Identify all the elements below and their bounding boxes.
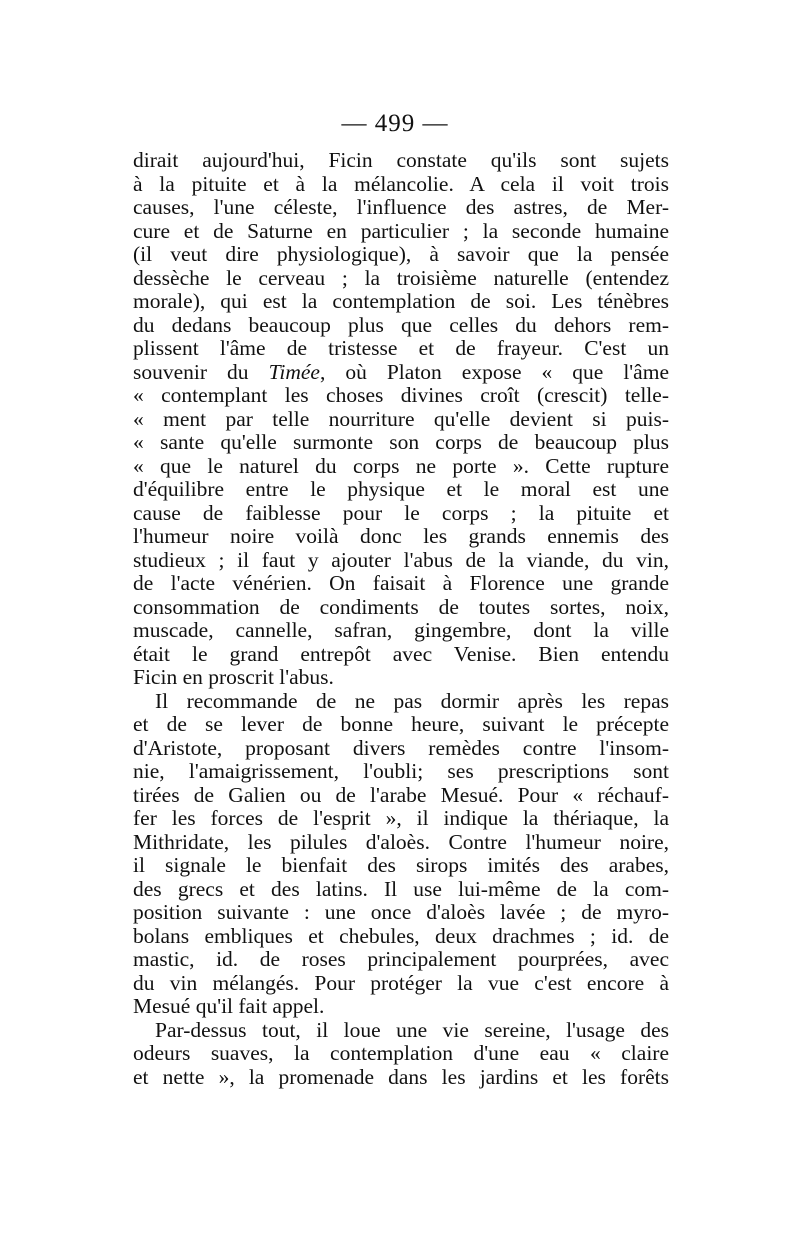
body-text (133, 149, 669, 1089)
text-line: Mesué qu'il fait appel. (133, 994, 325, 1018)
text-line: plissent l'âme de tristesse et de frayeur. C'est un (133, 336, 669, 360)
text-line: du vin mélangés. Pour protéger la vue c'est encore à (133, 970, 669, 995)
text-line: Mithridate, les pilules d'aloès. Contre l'humeur noire, (133, 829, 669, 854)
text-line: et nette », la promenade dans les jardins et les forêts (133, 1064, 669, 1089)
text-line: causes, l'une céleste, l'influence des astres, de Mer- (133, 195, 669, 219)
text-line: position suivante : une once d'aloès lavée ; de myro- (133, 900, 669, 924)
text-line: (il veut dire physiologique), à savoir que la pensée (133, 242, 669, 266)
text-line: Ficin en proscrit l'abus. (133, 665, 334, 689)
text-line: nie, l'amaigrissement, l'oubli; ses prescriptions sont (133, 759, 669, 783)
text-line: « que le naturel du corps ne porte ». Cette rupture (133, 453, 669, 478)
text-line: bolans embliques et chebules, deux drachmes ; id. de (133, 923, 669, 948)
text-line: et de se lever de bonne heure, suivant le précepte (133, 712, 669, 736)
text-line: à la pituite et à la mélancolie. A cela il voit trois (133, 171, 669, 196)
text-line: Par-dessus tout, il loue une vie sereine, l'usage des (155, 1017, 669, 1042)
text-line: d'Aristote, proposant divers remèdes contre l'insom- (133, 735, 669, 760)
text-line: consommation de condiments de toutes sortes, noix, (133, 594, 669, 619)
text-line: « ment par telle nourriture qu'elle devient si puis- (133, 406, 669, 431)
text-line: dirait aujourd'hui, Ficin constate qu'ils sont sujets (133, 148, 669, 172)
text-line: studieux ; il faut y ajouter l'abus de la viande, du vin, (133, 547, 669, 572)
text-line: était le grand entrepôt avec Venise. Bien entendu (133, 641, 669, 666)
text-line: « contemplant les choses divines croît (crescit) telle- (133, 383, 669, 407)
text-line: des grecs et des latins. Il use lui-même de la com- (133, 876, 669, 901)
text-segment: , où Platon expose « que l'âme (319, 359, 669, 384)
text-line: d'équilibre entre le physique et le moral est une (133, 477, 669, 501)
text-line: Il recommande de ne pas dormir après les repas (155, 688, 669, 713)
text-line: de l'acte vénérien. On faisait à Florence une grande (133, 571, 669, 595)
text-line: odeurs suaves, la contemplation d'une eau « claire (133, 1041, 669, 1065)
text-line: fer les forces de l'esprit », il indique la thériaque, la (133, 806, 669, 830)
italic-title: Timée (268, 359, 320, 384)
page-number: — 499 — (341, 110, 449, 137)
text-line: tirées de Galien ou de l'arabe Mesué. Pour « réchauf- (133, 782, 669, 807)
text-line: du dedans beaucoup plus que celles du dehors rem- (133, 312, 669, 337)
text-line: « sante qu'elle surmonte son corps de beaucoup plus (133, 430, 669, 454)
text-line (133, 361, 669, 385)
text-line: mastic, id. de roses principalement pourprées, avec (133, 947, 669, 971)
text-line: dessèche le cerveau ; la troisième naturelle (entendez (133, 265, 669, 290)
text-line: l'humeur noire voilà donc les grands ennemis des (133, 524, 669, 548)
text-line: cause de faiblesse pour le corps ; la pituite et (133, 500, 669, 525)
text-line: cure et de Saturne en particulier ; la seconde humaine (133, 218, 669, 243)
text-line: il signale le bienfait des sirops imités des arabes, (133, 853, 669, 877)
text-line: muscade, cannelle, safran, gingembre, dont la ville (133, 618, 669, 642)
text-line: morale), qui est la contemplation de soi. Les ténèbres (133, 289, 669, 313)
text-segment: souvenir du (133, 359, 269, 384)
